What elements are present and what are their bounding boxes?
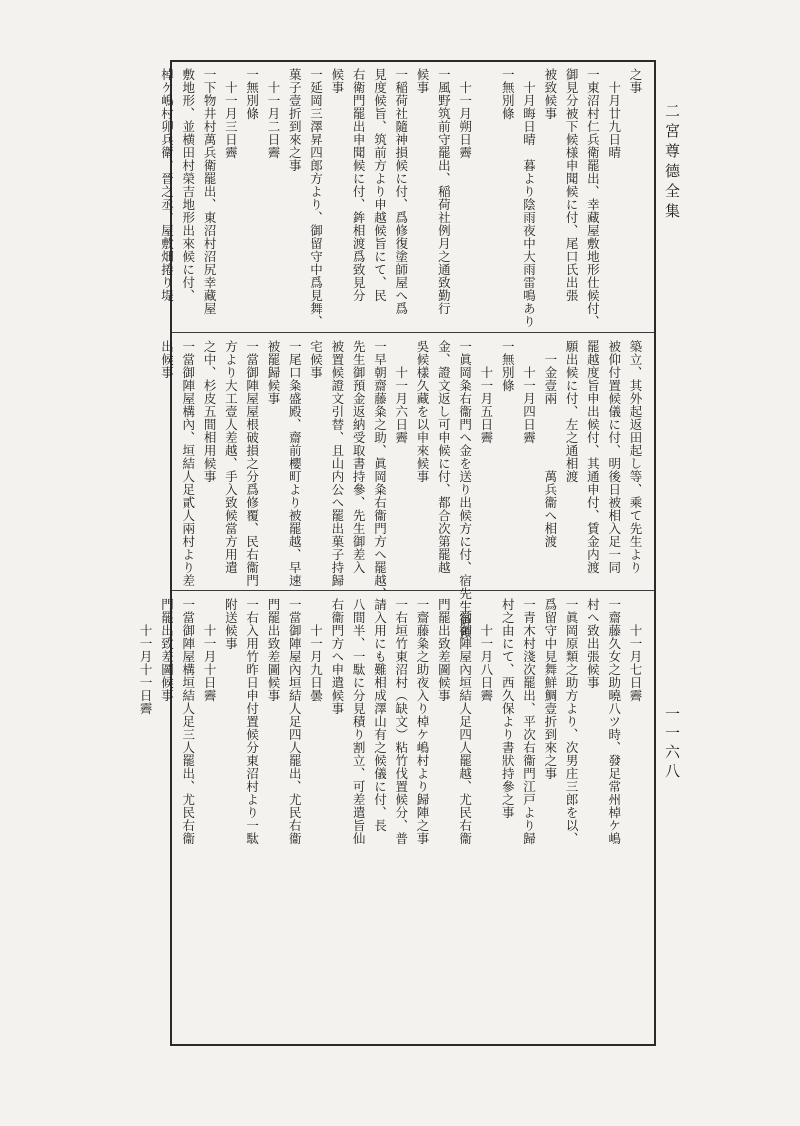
text-line: 一當御陣屋內垣結人足四人罷出、尤民右衞 [287, 598, 303, 845]
text-line: 被致候事 [542, 68, 558, 120]
text-line: 爲留守中見舞鮮鯛壹折到來之事 [542, 598, 558, 780]
text-line: 築立、其外起返田起し等、乘て先生より [628, 340, 643, 574]
text-line: 一稲荷社隨神損候に付、爲修復塗師屋へ爲 [393, 68, 409, 315]
text-line: 之中、杉皮五間相用候事 [202, 340, 218, 483]
text-line: 一延岡三澤昇四郎方より、御留守中爲見舞、 [308, 68, 324, 328]
text-line: 一尾口粂盛殿、齋前櫻町より被罷越、早速 [287, 340, 303, 587]
text-line: 一當御陣屋屋根破損之分爲修覆、民右衞門 [244, 340, 260, 587]
text-line: 門罷出致差圖候事 [159, 598, 175, 702]
text-block-top [159, 68, 646, 328]
text-line: 一早朝齋藤粂之助、眞岡粂右衞門方へ罷越、 [372, 340, 388, 600]
text-line: 一右入用竹昨日申付置候分東沼村より一駄 [244, 598, 260, 845]
text-line: 十月廿九日晴 [606, 68, 622, 159]
text-line: 右衞門方へ申遣候事 [329, 598, 345, 715]
text-line: 十一月七日霽 [628, 598, 643, 702]
page-number: 一一六八 [663, 706, 681, 782]
text-line: 宅候事 [308, 340, 324, 379]
text-line: 一青木村淺次罷出、平次右衞門江戸より歸 [521, 598, 537, 845]
text-line: 一無別條 [500, 340, 516, 392]
text-line: 十一月六日霽 [393, 340, 409, 444]
text-line: 敷地形、並横田村榮吉地形出來候に付、 [180, 68, 196, 302]
text-line: 一下物井村萬兵衛罷出、東沼村沼尻幸藏屋 [202, 68, 218, 315]
text-line: 十一月十一日霽 [138, 598, 154, 715]
text-line: 十月晦日晴 暮より陰雨夜中大雨雷鳴あり [521, 68, 537, 328]
text-line: 一當御陣屋構垣結人足三人罷出、尤民右衞 [180, 598, 196, 845]
text-line: 村へ致出張候事 [585, 598, 601, 689]
text-line: 十一月四日霽 [521, 340, 537, 444]
text-line: 門罷出致差圖候事 [265, 598, 281, 702]
text-line: 願出候に付、左之通相渡 [564, 340, 580, 483]
text-line: 罷越度旨申出候付、其通申付、賃金内渡 [585, 340, 601, 574]
text-line: 方より大工壹人差越、手入致候當方用遣 [223, 340, 239, 574]
text-frame [138, 60, 656, 1046]
text-line: 一眞岡粂右衞門へ金を送り出候方に付、宿先生御預 [457, 340, 473, 639]
text-line: 十一月五日霽 [478, 340, 494, 444]
text-line: 出候事 [159, 340, 175, 379]
text-line: 十一月三日霽 [223, 68, 239, 159]
text-line: 一風野筑前守罷出、稲荷社例月之通致勤行 [436, 68, 452, 315]
text-line: 請入用にも難相成澤山有之候儀に付、長 [372, 598, 388, 832]
section-divider [172, 590, 654, 591]
text-line: 御見分被下候様申聞候に付、尾口氏出張 [564, 68, 580, 302]
text-line: 八間半、一駄に分見積り割立、可差遣旨仙 [351, 598, 367, 845]
text-line: 一齋藤粂之助夜入り棹ケ嶋村より歸陣之事 [415, 598, 431, 845]
section-divider [172, 332, 654, 333]
text-line: 十一月十日霽 [202, 598, 218, 702]
text-line: 右衛門罷出申聞候に付、鉾相渡爲致見分 [351, 68, 367, 302]
text-line: 十一月九日曇 [308, 598, 324, 702]
text-line: 一東沼村仁兵衛罷出、幸藏屋敷地形仕候付、 [585, 68, 601, 328]
text-line: 候事 [329, 68, 345, 94]
text-line: 吳候樣久藏を以申來候事 [415, 340, 431, 483]
text-line: 金、證文返し可申候に付、都合次第罷越 [436, 340, 452, 574]
text-line: 被置候證文引替、且山内公へ罷出菓子持歸 [329, 340, 345, 587]
text-line: 棹ケ嶋村卯兵衛、晉之丞、屋敷畑捲り堤 [159, 68, 175, 302]
text-line: 十一月二日霽 [265, 68, 281, 159]
running-header-title: 二宮尊德全集 [663, 103, 681, 223]
text-line: 菓子壹折到來之事 [287, 68, 303, 172]
text-line [476, 68, 497, 326]
text-line: 一無別條 [500, 68, 516, 120]
text-line: 一無別條 [244, 68, 260, 120]
text-line: 見度候旨、筑前方より申越候旨にて、民 [372, 68, 388, 302]
text-block-bottom [138, 598, 646, 1038]
text-line: 候事 [415, 68, 431, 94]
text-line: 村之由にて、西久保より書狀持參之事 [500, 598, 516, 819]
text-line: 一當御陣屋內垣結人足四人罷越、尤民右衞 [457, 598, 473, 845]
text-line: 被仰付置候儀に付、明後日被相入足一同 [606, 340, 622, 574]
text-line: 十一月朔日霽 [457, 68, 473, 159]
text-line: 一金壹兩 萬兵衞へ相渡 [542, 340, 558, 548]
text-line: 附送候事 [223, 598, 239, 650]
text-line: 一眞岡原類之助方より、次男庄三郎を以、 [564, 598, 580, 845]
text-line: 一右垣竹東沼村（缺文）粘竹伐置候分、普 [393, 598, 409, 845]
text-line: 一當御陣屋構內、垣結人足貳人兩村より差 [180, 340, 196, 587]
text-line: 門罷出致差圖候事 [436, 598, 452, 702]
text-line: 之事 [628, 68, 643, 94]
text-line: 十一月八日霽 [478, 598, 494, 702]
text-line: 一齋藤久女之助曉八ツ時、發足常州棹ケ嶋 [606, 598, 622, 845]
text-line: 先生御預金返納受取書持參、先生御差入 [351, 340, 367, 574]
text-line: 被罷歸候事 [265, 340, 281, 405]
